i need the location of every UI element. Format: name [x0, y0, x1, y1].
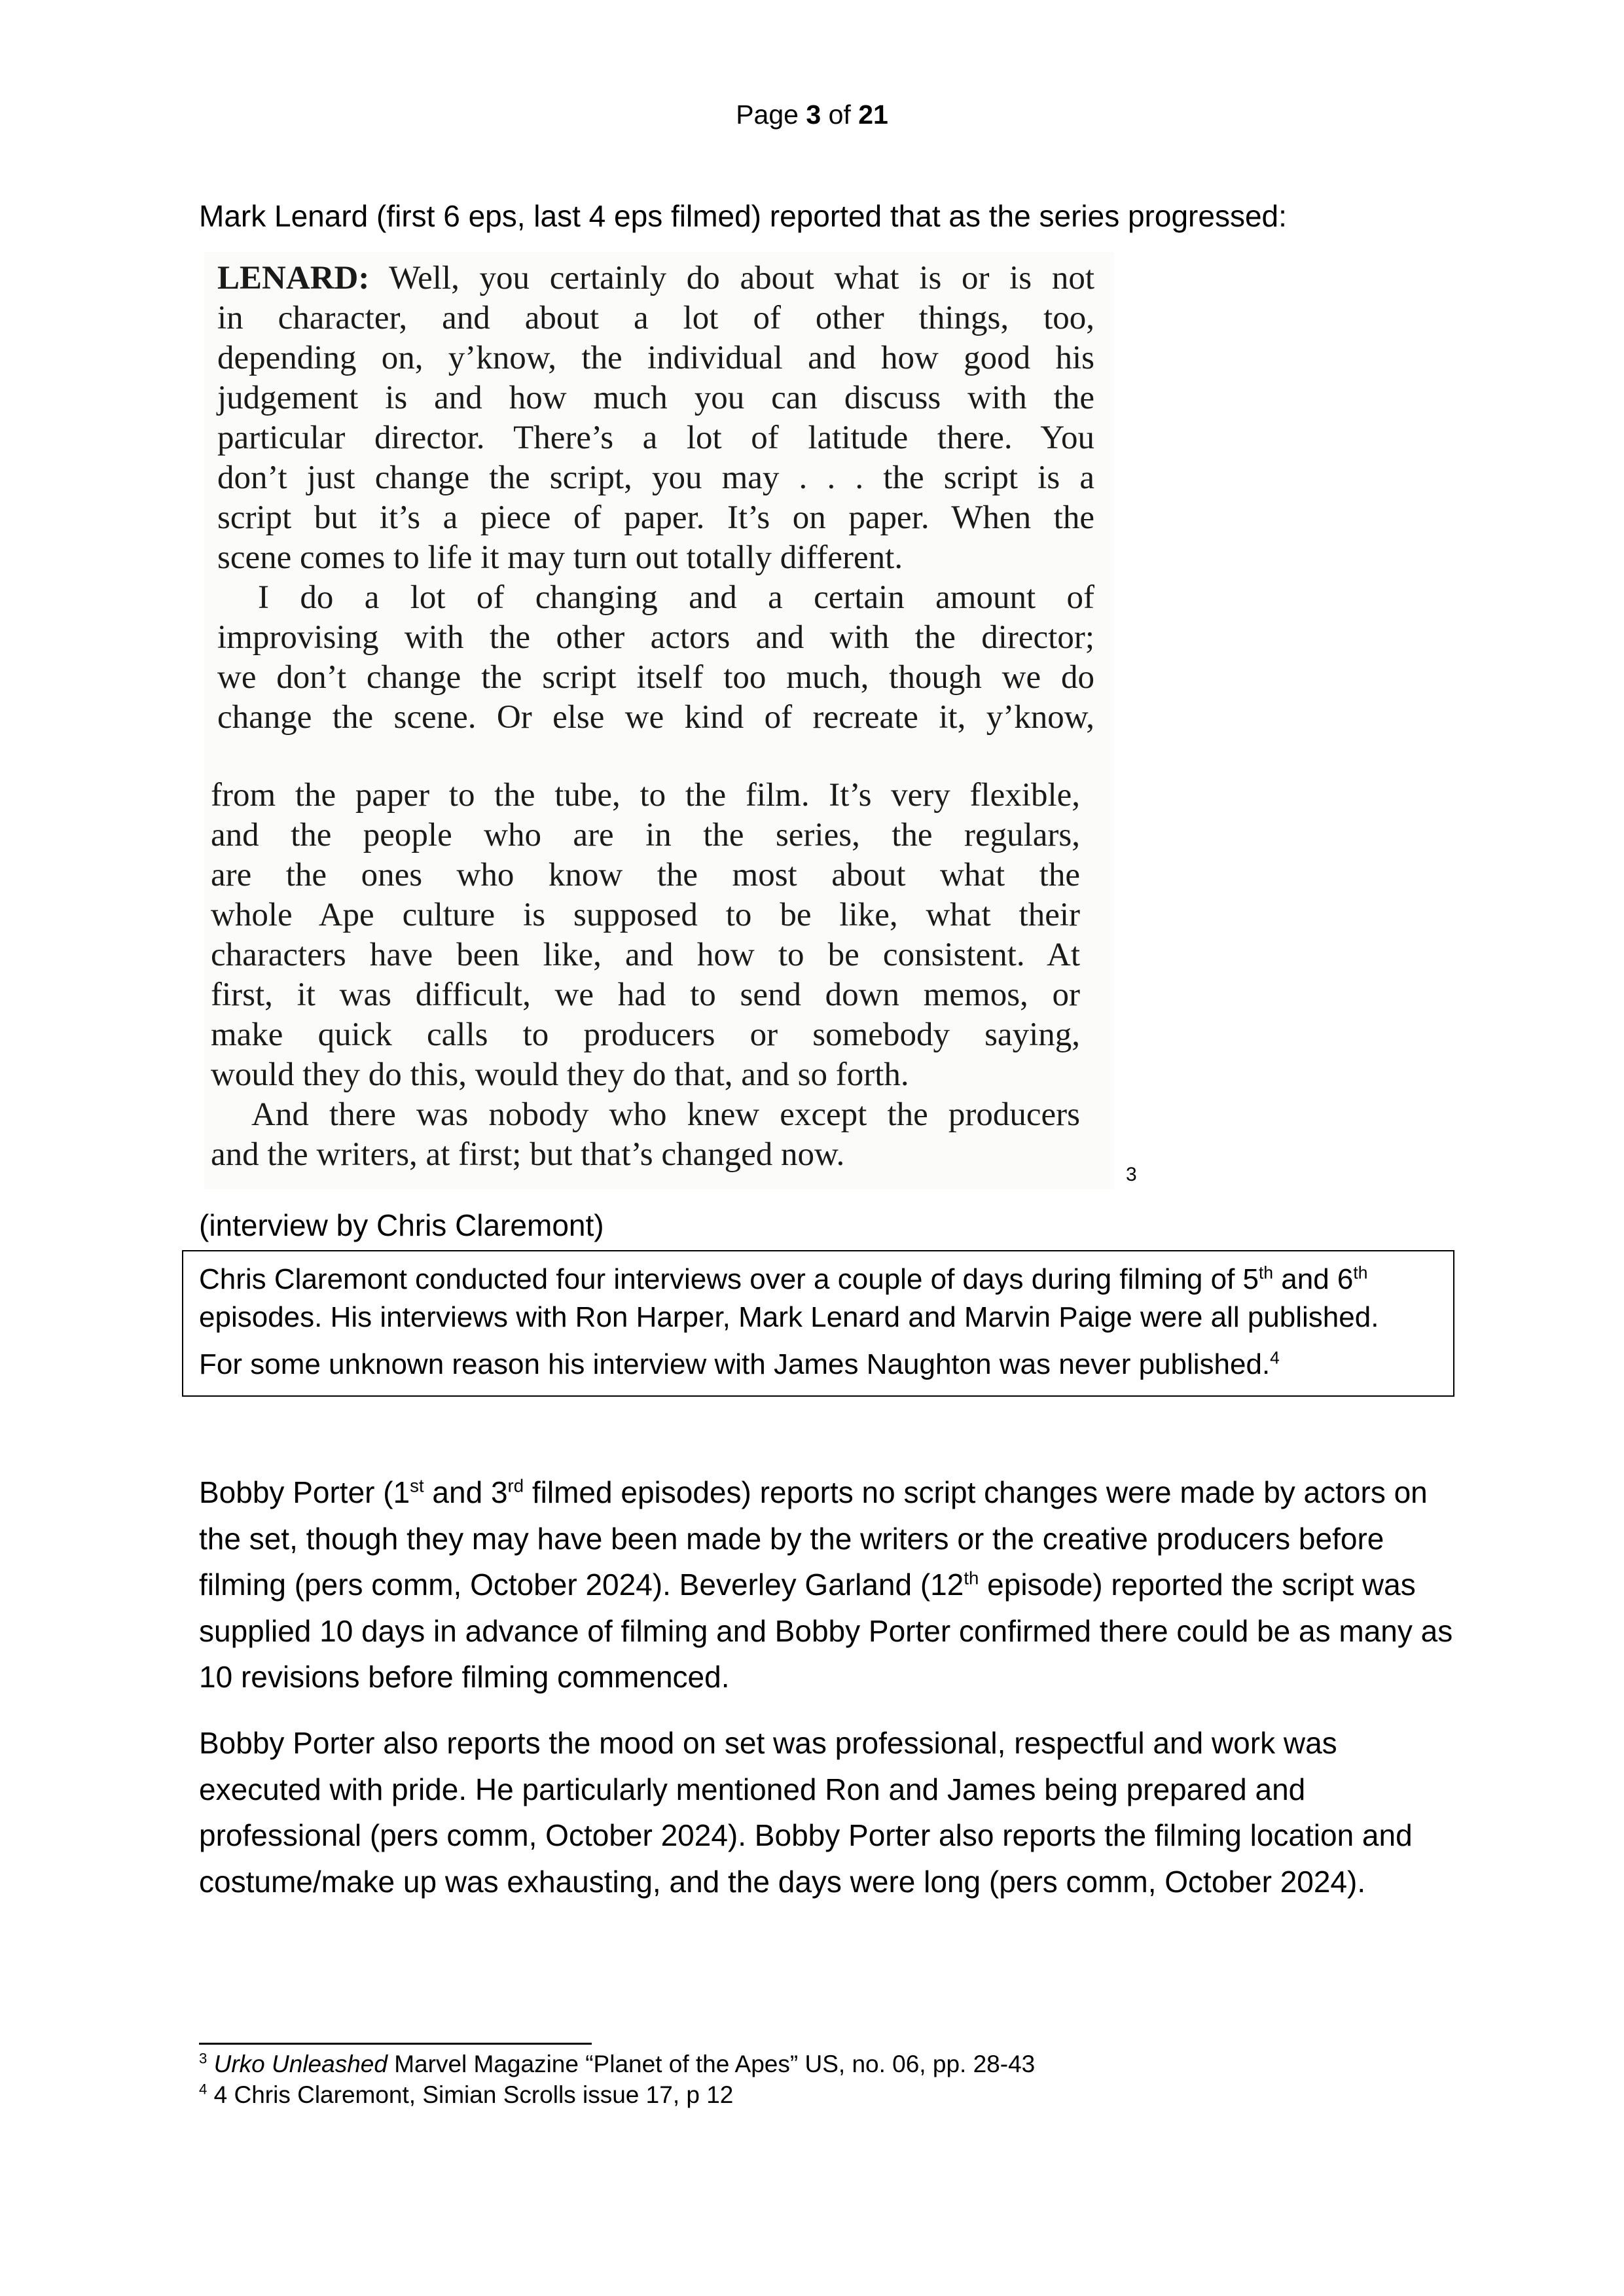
para-text: filming (pers comm, October 2024). Beverley Garland (12 [199, 1568, 964, 1602]
footnote-text: 4 Chris Claremont, Simian Scrolls issue 17, p 12 [207, 2081, 734, 2108]
scanned-interview-excerpt [204, 252, 1114, 1189]
para-line: costume/make up was exhausting, and the days were long (pers comm, October 2024). [199, 1864, 1366, 1899]
ordinal-suffix: th [1353, 1263, 1368, 1283]
page-of: of [828, 99, 851, 130]
footnote-number: 4 [199, 2081, 208, 2098]
footnote-title: Urko Unleashed [213, 2051, 388, 2077]
scan-line: I do a lot of changing and a certain amount of [258, 579, 1094, 616]
para-line [199, 1562, 1443, 1608]
scan-line: first, it was difficult, we had to send down memos, or [211, 977, 1080, 1013]
scan-line: in character, and about a lot of other things, too, [217, 300, 1094, 336]
scan-line: depending on, y’know, the individual and how good his [217, 340, 1094, 376]
scan-line: particular director. There’s a lot of latitude there. You [217, 420, 1094, 456]
info-box-line [199, 1261, 1437, 1299]
intro-paragraph: Mark Lenard (first 6 eps, last 4 eps filmed) reported that as the series progressed: [199, 199, 1287, 233]
footnote-3 [199, 2051, 1035, 2078]
box-text: Chris Claremont conducted four interviews over a couple of days during filming of 5 [199, 1263, 1259, 1295]
scan-line: we don’t change the script itself too much, though we do [217, 659, 1094, 696]
scan-line: judgement is and how much you can discuss with the [217, 380, 1094, 416]
para-line: Bobby Porter also reports the mood on set was professional, respectful and work was [199, 1726, 1337, 1760]
scan-line: make quick calls to producers or somebody saying, [211, 1016, 1080, 1053]
interview-caption: (interview by Chris Claremont) [199, 1208, 604, 1242]
scan-line: Well, you certainly do about what is or is not [369, 260, 1094, 296]
scan-line: from the paper to the tube, to the film. It’s very flexible, [211, 777, 1080, 814]
bobby-porter-paragraph-1 [199, 1469, 1453, 1700]
footnote-4 [199, 2081, 733, 2109]
footnote-text: Marvel Magazine “Planet of the Apes” US, no. 06, pp. 28-43 [387, 2051, 1036, 2077]
info-box [182, 1250, 1454, 1397]
para-line: professional (pers comm, October 2024). Bobby Porter also reports the filming location and [199, 1818, 1413, 1852]
bobby-porter-paragraph-2 [199, 1720, 1443, 1905]
speaker-label: LENARD: [217, 260, 370, 296]
scan-line: change the scene. Or else we kind of recreate it, y’know, [217, 699, 1094, 736]
footnote-number: 3 [199, 2050, 208, 2067]
para-text: and 3 [424, 1475, 508, 1509]
scan-line: don’t just change the script, you may . . . the script is a [217, 459, 1094, 496]
info-box-line: episodes. His interviews with Ron Harper, Mark Lenard and Marvin Paige were all published. [199, 1301, 1379, 1333]
para-line: executed with pride. He particularly mentioned Ron and James being prepared and [199, 1772, 1306, 1806]
ordinal-suffix: th [1259, 1263, 1274, 1283]
para-line: supplied 10 days in advance of filming and Bobby Porter confirmed there could be as many as [199, 1613, 1453, 1648]
para-text: episode) reported the script was [979, 1568, 1416, 1602]
scan-line: and the writers, at first; but that’s changed now. [211, 1136, 845, 1173]
footnote-ref: 4 [1270, 1348, 1280, 1368]
box-text: and 6 [1273, 1263, 1354, 1295]
scan-top-column [217, 259, 1094, 738]
scan-footnote-ref: 3 [1126, 1164, 1137, 1185]
para-text: Bobby Porter (1 [199, 1475, 410, 1509]
para-line: 10 revisions before filming commenced. [199, 1660, 730, 1694]
scan-bottom-column [211, 776, 1080, 1175]
page-current: 3 [806, 99, 821, 130]
scan-line: and the people who are in the series, the regulars, [211, 817, 1080, 853]
page-total: 21 [858, 99, 888, 130]
para-line [199, 1469, 1443, 1516]
footnote-separator [199, 2043, 592, 2045]
para-line: the set, though they may have been made by the writers or the creative producers before [199, 1521, 1384, 1556]
scan-line: would they do this, would they do that, and so forth. [211, 1056, 909, 1093]
scan-line: improvising with the other actors and with the director; [217, 619, 1094, 656]
scan-line: script but it’s a piece of paper. It’s on paper. When the [217, 499, 1094, 536]
scan-line: scene comes to life it may turn out totally different. [217, 539, 903, 576]
box-text: For some unknown reason his interview with James Naughton was never published. [199, 1348, 1271, 1380]
info-box-line [199, 1346, 1437, 1384]
scan-line: whole Ape culture is supposed to be like, what their [211, 897, 1080, 933]
scan-line: characters have been like, and how to be consistent. At [211, 937, 1080, 973]
page-prefix: Page [736, 99, 799, 130]
ordinal-suffix: th [964, 1568, 979, 1588]
para-text: filmed episodes) reports no script changes were made by actors on [524, 1475, 1428, 1509]
scan-line: And there was nobody who knew except the producers [251, 1096, 1080, 1133]
scan-line: are the ones who know the most about what the [211, 857, 1080, 893]
ordinal-suffix: st [410, 1475, 424, 1496]
ordinal-suffix: rd [507, 1475, 524, 1496]
page-number [0, 99, 1624, 130]
